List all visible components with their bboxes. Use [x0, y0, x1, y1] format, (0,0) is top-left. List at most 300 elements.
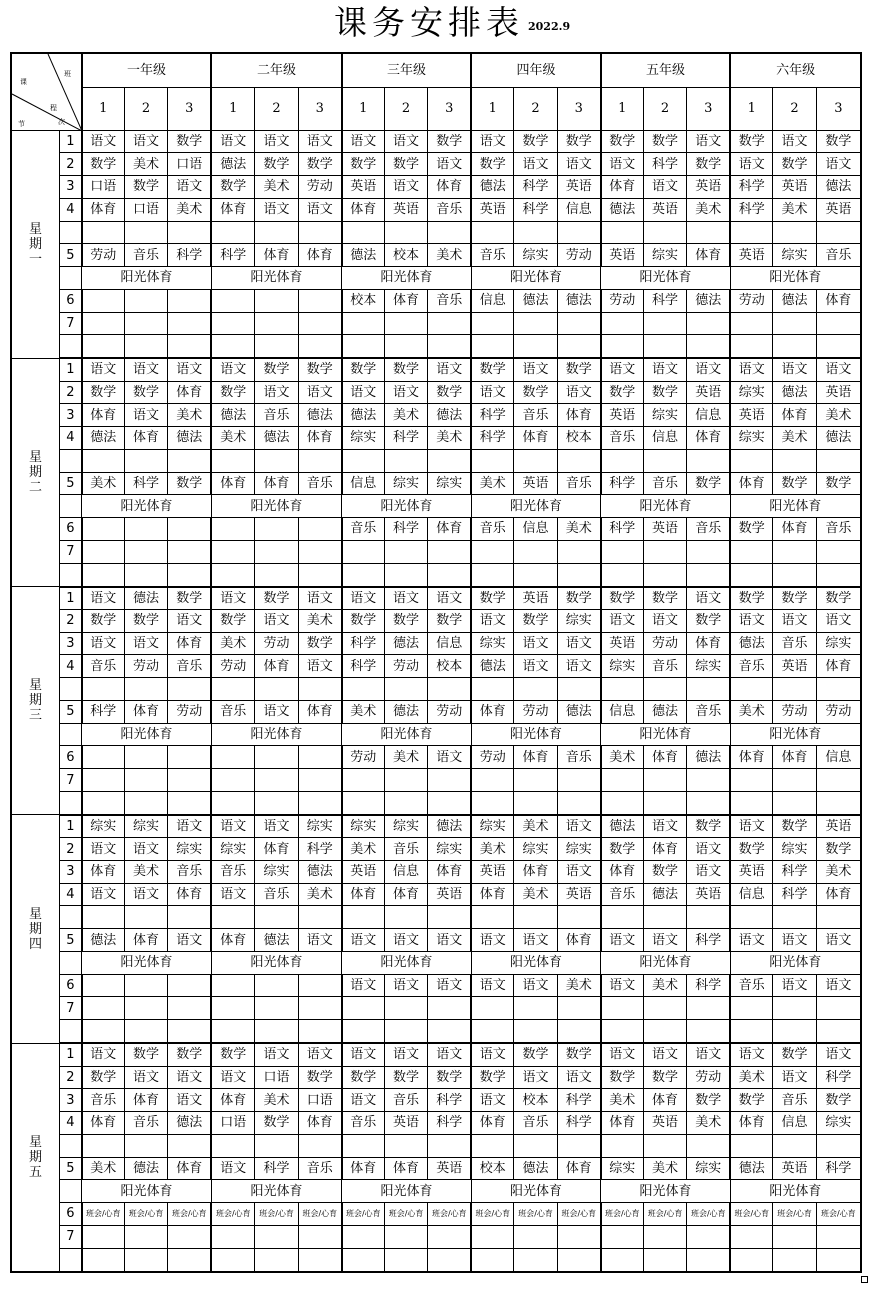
subject-cell: 语文: [384, 929, 428, 952]
period-number: 4: [60, 1112, 82, 1135]
sunshine-sports: 阳光体育: [730, 1180, 861, 1203]
empty-cell: [514, 221, 558, 244]
empty-cell: [601, 906, 644, 929]
day-label: [11, 1043, 60, 1272]
empty-cell: [601, 312, 644, 335]
sunshine-sports: 阳光体育: [211, 1180, 342, 1203]
empty-cell: [211, 1134, 255, 1157]
subject-cell: [82, 974, 125, 997]
empty-cell: [601, 449, 644, 472]
empty-cell: [514, 678, 558, 701]
subject-cell: 科学: [342, 632, 385, 655]
empty-cell: [730, 769, 773, 792]
empty-cell: [82, 678, 125, 701]
subject-cell: 德法: [514, 1157, 558, 1180]
subject-cell: 语文: [342, 130, 385, 153]
class-number: 3: [298, 87, 342, 130]
subject-cell: 语文: [730, 815, 773, 838]
corner-label-class: 班: [64, 70, 71, 78]
empty-cell: [211, 312, 255, 335]
empty-cell: [124, 221, 168, 244]
subject-cell: 信息: [730, 883, 773, 906]
subject-cell: 数学: [255, 1112, 299, 1135]
empty-cell: [730, 335, 773, 359]
subject-cell: 体育: [255, 472, 299, 495]
subject-cell: 语文: [124, 838, 168, 861]
subject-cell: 英语: [601, 404, 644, 427]
subject-cell: 体育: [255, 655, 299, 678]
subject-cell: 综实: [687, 655, 731, 678]
subject-cell: 美术: [124, 860, 168, 883]
subject-cell: 美术: [82, 1157, 125, 1180]
subject-cell: 科学: [384, 427, 428, 450]
day-label: [11, 130, 60, 358]
subject-cell: 语文: [168, 929, 212, 952]
subject-cell: 德法: [471, 176, 514, 199]
class-number: 2: [255, 87, 299, 130]
corner-mark: [861, 1276, 868, 1283]
subject-cell: 科学: [643, 289, 687, 312]
subject-cell: 信息: [643, 427, 687, 450]
period-number: 3: [60, 404, 82, 427]
empty-cell: [384, 1020, 428, 1044]
empty-cell: [643, 1248, 687, 1272]
period-number: 5: [60, 472, 82, 495]
empty-cell: [298, 1020, 342, 1044]
empty-cell: [557, 791, 601, 815]
subject-cell: 语文: [514, 655, 558, 678]
subject-cell: 美术: [773, 427, 817, 450]
day-name: 星期三: [29, 678, 43, 724]
subject-cell: 体育: [342, 1157, 385, 1180]
subject-cell: 美术: [82, 472, 125, 495]
class-number: 1: [471, 87, 514, 130]
class-number: 1: [82, 87, 125, 130]
subject-cell: 英语: [384, 1112, 428, 1135]
subject-cell: 数学: [82, 381, 125, 404]
empty-cell: [773, 906, 817, 929]
subject-cell: 班会/心育: [342, 1203, 385, 1226]
subject-cell: 音乐: [730, 974, 773, 997]
subject-cell: [211, 746, 255, 769]
period-number: 7: [60, 1225, 82, 1248]
period-number: [60, 906, 82, 929]
class-number: 3: [168, 87, 212, 130]
subject-cell: 语文: [773, 609, 817, 632]
subject-cell: 音乐: [298, 472, 342, 495]
subject-cell: 科学: [643, 153, 687, 176]
subject-cell: 英语: [428, 883, 472, 906]
empty-cell: [557, 335, 601, 359]
empty-cell: [428, 997, 472, 1020]
subject-cell: 美术: [471, 472, 514, 495]
empty-cell: [298, 221, 342, 244]
subject-cell: [255, 974, 299, 997]
subject-cell: 口语: [255, 1066, 299, 1089]
subject-cell: 音乐: [124, 1112, 168, 1135]
empty-cell: [168, 997, 212, 1020]
empty-cell: [816, 678, 861, 701]
period-number: [60, 791, 82, 815]
subject-cell: 英语: [643, 1112, 687, 1135]
subject-cell: 美术: [211, 632, 255, 655]
empty-cell: [168, 1248, 212, 1272]
empty-cell: [471, 678, 514, 701]
subject-cell: 科学: [211, 244, 255, 267]
subject-cell: 德法: [514, 289, 558, 312]
subject-cell: 信息: [687, 404, 731, 427]
empty-cell: [687, 678, 731, 701]
empty-cell: [82, 1134, 125, 1157]
subject-cell: 德法: [298, 860, 342, 883]
period-number: 1: [60, 587, 82, 610]
period-number: 2: [60, 838, 82, 861]
empty-cell: [82, 563, 125, 587]
sunshine-sports: 阳光体育: [82, 495, 212, 518]
empty-cell: [342, 312, 385, 335]
subject-cell: 美术: [384, 404, 428, 427]
subject-cell: 德法: [255, 929, 299, 952]
subject-cell: 德法: [384, 632, 428, 655]
subject-cell: 劳动: [557, 244, 601, 267]
empty-cell: [211, 769, 255, 792]
subject-cell: 数学: [557, 130, 601, 153]
subject-cell: 音乐: [384, 1089, 428, 1112]
subject-cell: 数学: [773, 153, 817, 176]
empty-cell: [211, 1225, 255, 1248]
sunshine-sports: 阳光体育: [601, 1180, 731, 1203]
empty-cell: [687, 997, 731, 1020]
subject-cell: 语文: [643, 358, 687, 381]
empty-cell: [384, 1134, 428, 1157]
period-number: 6: [60, 974, 82, 997]
empty-cell: [384, 449, 428, 472]
empty-cell: [211, 906, 255, 929]
subject-cell: 体育: [514, 427, 558, 450]
empty-cell: [643, 1020, 687, 1044]
subject-cell: 劳动: [342, 746, 385, 769]
empty-cell: [168, 906, 212, 929]
empty-cell: [471, 1225, 514, 1248]
empty-cell: [773, 1020, 817, 1044]
period-number: 6: [60, 1203, 82, 1226]
subject-cell: 音乐: [557, 746, 601, 769]
subject-cell: [255, 518, 299, 541]
subject-cell: 语文: [687, 860, 731, 883]
subject-cell: 综实: [255, 860, 299, 883]
subject-cell: 数学: [601, 587, 644, 610]
subject-cell: 语文: [643, 929, 687, 952]
empty-cell: [82, 1248, 125, 1272]
corner-label-period-b: 次: [58, 118, 65, 126]
subject-cell: 英语: [514, 472, 558, 495]
subject-cell: 体育: [428, 518, 472, 541]
empty-cell: [514, 312, 558, 335]
subject-cell: 德法: [730, 632, 773, 655]
subject-cell: 科学: [471, 427, 514, 450]
corner-label-course-b: 程: [50, 104, 57, 112]
subject-cell: 语文: [211, 1157, 255, 1180]
empty-cell: [82, 997, 125, 1020]
subject-cell: 劳动: [730, 289, 773, 312]
subject-cell: 数学: [384, 358, 428, 381]
subject-cell: 语文: [471, 130, 514, 153]
subject-cell: [82, 289, 125, 312]
subject-cell: 数学: [816, 1089, 861, 1112]
subject-cell: 体育: [211, 472, 255, 495]
empty-cell: [342, 540, 385, 563]
subject-cell: 语文: [298, 929, 342, 952]
sunshine-sports: 阳光体育: [601, 723, 731, 746]
subject-cell: 语文: [773, 130, 817, 153]
empty-cell: [816, 335, 861, 359]
sunshine-sports: 阳光体育: [82, 951, 212, 974]
subject-cell: 体育: [255, 244, 299, 267]
subject-cell: 体育: [687, 244, 731, 267]
subject-cell: 语文: [255, 381, 299, 404]
subject-cell: 英语: [730, 244, 773, 267]
subject-cell: 音乐: [82, 655, 125, 678]
subject-cell: 数学: [514, 1043, 558, 1066]
empty-cell: [342, 1248, 385, 1272]
period-number: 1: [60, 130, 82, 153]
subject-cell: 数学: [168, 587, 212, 610]
subject-cell: [211, 289, 255, 312]
subject-cell: 体育: [514, 746, 558, 769]
subject-cell: 英语: [471, 198, 514, 221]
empty-cell: [816, 906, 861, 929]
subject-cell: 德法: [730, 1157, 773, 1180]
period-number: 7: [60, 540, 82, 563]
empty-cell: [730, 1020, 773, 1044]
subject-cell: 语文: [557, 153, 601, 176]
empty-cell: [514, 1134, 558, 1157]
subject-cell: 音乐: [557, 472, 601, 495]
empty-cell: [255, 312, 299, 335]
subject-cell: 数学: [255, 358, 299, 381]
subject-cell: 语文: [557, 860, 601, 883]
subject-cell: 德法: [773, 381, 817, 404]
subject-cell: 体育: [428, 860, 472, 883]
subject-cell: 美术: [298, 609, 342, 632]
empty-cell: [168, 221, 212, 244]
subject-cell: 体育: [82, 1112, 125, 1135]
period-number: 2: [60, 1066, 82, 1089]
empty-cell: [730, 1134, 773, 1157]
empty-cell: [342, 678, 385, 701]
empty-cell: [816, 312, 861, 335]
empty-cell: [471, 1248, 514, 1272]
empty-cell: [298, 678, 342, 701]
subject-cell: 综实: [773, 838, 817, 861]
subject-cell: 班会/心育: [384, 1203, 428, 1226]
subject-cell: 数学: [730, 518, 773, 541]
empty-cell: [428, 449, 472, 472]
subject-cell: 班会/心育: [773, 1203, 817, 1226]
subject-cell: [168, 974, 212, 997]
subject-cell: 体育: [168, 381, 212, 404]
subject-cell: 英语: [557, 176, 601, 199]
subject-cell: 语文: [342, 929, 385, 952]
subject-cell: [298, 746, 342, 769]
empty-cell: [773, 563, 817, 587]
class-number: 3: [557, 87, 601, 130]
empty-cell: [687, 449, 731, 472]
subject-cell: 校本: [514, 1089, 558, 1112]
subject-cell: 体育: [773, 404, 817, 427]
subject-cell: 体育: [816, 883, 861, 906]
subject-cell: 体育: [342, 883, 385, 906]
subject-cell: 德法: [298, 404, 342, 427]
empty-cell: [168, 449, 212, 472]
empty-cell: [557, 540, 601, 563]
empty-cell: [428, 1225, 472, 1248]
subject-cell: 班会/心育: [643, 1203, 687, 1226]
subject-cell: 语文: [730, 1043, 773, 1066]
subject-cell: 语文: [255, 198, 299, 221]
subject-cell: 美术: [514, 883, 558, 906]
subject-cell: 德法: [211, 153, 255, 176]
empty-cell: [557, 221, 601, 244]
subject-cell: 数学: [124, 1043, 168, 1066]
subject-cell: 语文: [471, 381, 514, 404]
subject-cell: 数学: [687, 472, 731, 495]
subject-cell: 英语: [342, 176, 385, 199]
empty-cell: [730, 221, 773, 244]
subject-cell: 语文: [601, 929, 644, 952]
subject-cell: 科学: [773, 860, 817, 883]
subject-cell: 德法: [557, 700, 601, 723]
date-label: 2022.9: [528, 20, 571, 33]
subject-cell: 体育: [601, 860, 644, 883]
subject-cell: 班会/心育: [557, 1203, 601, 1226]
empty-cell: [816, 997, 861, 1020]
subject-cell: 德法: [124, 587, 168, 610]
subject-cell: 班会/心育: [601, 1203, 644, 1226]
period-number: 7: [60, 312, 82, 335]
subject-cell: 语文: [471, 1043, 514, 1066]
subject-cell: 语文: [168, 176, 212, 199]
subject-cell: 语文: [687, 838, 731, 861]
subject-cell: 体育: [773, 518, 817, 541]
subject-cell: 音乐: [643, 655, 687, 678]
empty-cell: [298, 1225, 342, 1248]
subject-cell: 语文: [298, 381, 342, 404]
empty-cell: [730, 540, 773, 563]
subject-cell: 音乐: [168, 655, 212, 678]
empty-cell: [384, 335, 428, 359]
subject-cell: 科学: [428, 1112, 472, 1135]
empty-cell: [471, 449, 514, 472]
subject-cell: 劳动: [124, 655, 168, 678]
subject-cell: 体育: [168, 1157, 212, 1180]
subject-cell: [124, 289, 168, 312]
subject-cell: 音乐: [124, 244, 168, 267]
subject-cell: 语文: [82, 1043, 125, 1066]
empty-cell: [687, 1225, 731, 1248]
class-number: 2: [773, 87, 817, 130]
subject-cell: 科学: [168, 244, 212, 267]
empty-cell: [255, 563, 299, 587]
subject-cell: 综实: [428, 472, 472, 495]
subject-cell: 数学: [298, 632, 342, 655]
class-number: 3: [428, 87, 472, 130]
subject-cell: 科学: [514, 198, 558, 221]
day-name: 星期二: [29, 449, 43, 495]
empty-cell: [730, 563, 773, 587]
period-number: 4: [60, 198, 82, 221]
period-number: [60, 951, 82, 974]
empty-cell: [557, 1225, 601, 1248]
subject-cell: 数学: [730, 587, 773, 610]
subject-cell: 语文: [168, 815, 212, 838]
empty-cell: [471, 335, 514, 359]
subject-cell: 口语: [211, 1112, 255, 1135]
empty-cell: [124, 906, 168, 929]
empty-cell: [384, 769, 428, 792]
empty-cell: [514, 449, 558, 472]
empty-cell: [168, 678, 212, 701]
subject-cell: [82, 518, 125, 541]
sunshine-sports: 阳光体育: [730, 495, 861, 518]
subject-cell: 信息: [601, 700, 644, 723]
period-number: 5: [60, 700, 82, 723]
subject-cell: 劳动: [601, 289, 644, 312]
subject-cell: 数学: [687, 609, 731, 632]
empty-cell: [384, 221, 428, 244]
subject-cell: 语文: [643, 609, 687, 632]
period-number: [60, 1180, 82, 1203]
subject-cell: 德法: [82, 929, 125, 952]
subject-cell: [124, 518, 168, 541]
empty-cell: [514, 906, 558, 929]
period-number: 4: [60, 883, 82, 906]
subject-cell: 德法: [342, 404, 385, 427]
empty-cell: [82, 540, 125, 563]
empty-cell: [211, 221, 255, 244]
subject-cell: 校本: [557, 427, 601, 450]
empty-cell: [816, 449, 861, 472]
subject-cell: 班会/心育: [514, 1203, 558, 1226]
empty-cell: [773, 449, 817, 472]
empty-cell: [255, 791, 299, 815]
subject-cell: 美术: [255, 1089, 299, 1112]
subject-cell: 英语: [687, 176, 731, 199]
subject-cell: 综实: [342, 815, 385, 838]
period-number: 5: [60, 929, 82, 952]
subject-cell: 英语: [643, 518, 687, 541]
subject-cell: 英语: [643, 198, 687, 221]
empty-cell: [773, 540, 817, 563]
empty-cell: [643, 1225, 687, 1248]
empty-cell: [211, 791, 255, 815]
empty-cell: [428, 769, 472, 792]
subject-cell: [255, 746, 299, 769]
sunshine-sports: 阳光体育: [730, 723, 861, 746]
subject-cell: 体育: [298, 427, 342, 450]
sunshine-sports: 阳光体育: [601, 495, 731, 518]
empty-cell: [643, 335, 687, 359]
subject-cell: 语文: [168, 1066, 212, 1089]
empty-cell: [428, 906, 472, 929]
subject-cell: 音乐: [687, 700, 731, 723]
subject-cell: 数学: [428, 130, 472, 153]
corner-label-course-a: 课: [20, 78, 27, 86]
sunshine-sports: 阳光体育: [211, 723, 342, 746]
subject-cell: 语文: [124, 404, 168, 427]
subject-cell: 语文: [255, 609, 299, 632]
empty-cell: [643, 769, 687, 792]
